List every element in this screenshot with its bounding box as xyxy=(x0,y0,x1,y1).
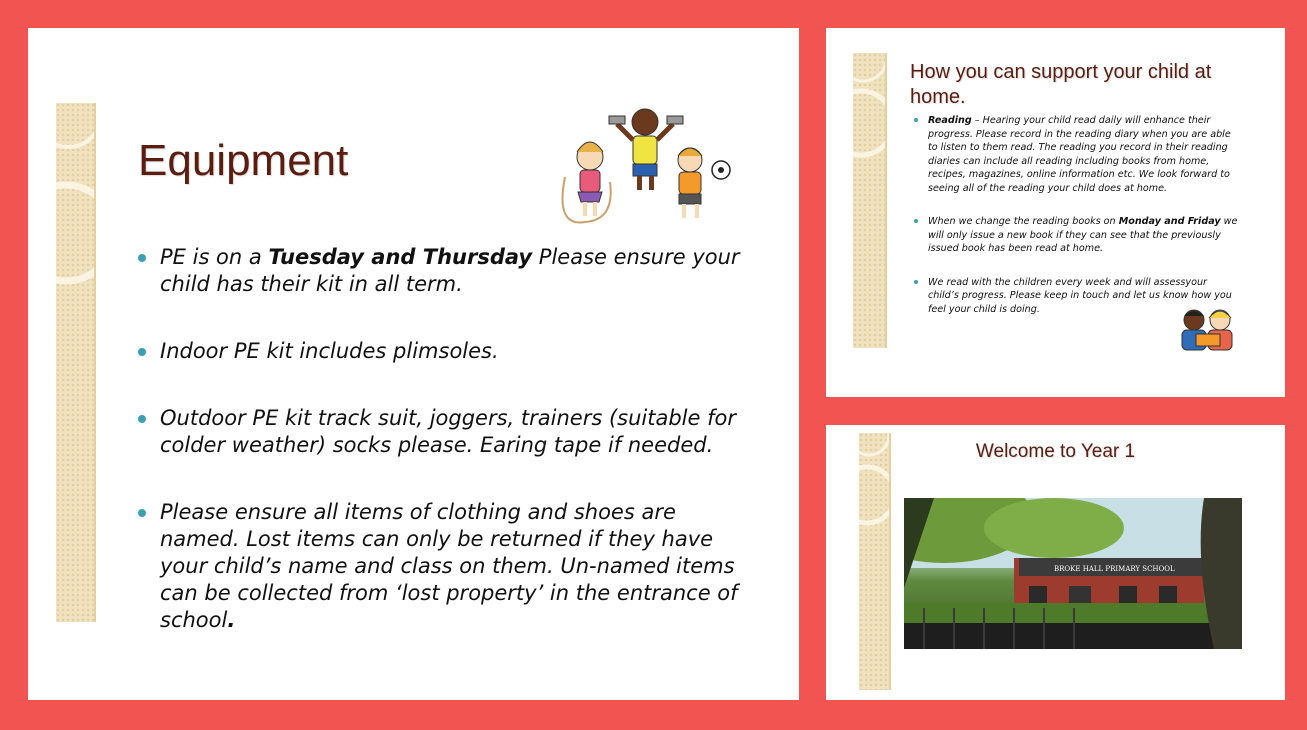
bullet-indoor-kit xyxy=(138,338,758,365)
bullet-named-items xyxy=(138,499,758,634)
bullet-bold-text: Reading xyxy=(928,115,972,126)
decorative-strip xyxy=(859,433,891,690)
bullet-book-change xyxy=(914,215,1239,256)
bullet-dot xyxy=(138,509,146,517)
children-exercising-illustration xyxy=(555,102,737,232)
slide-title: Equipment xyxy=(138,136,349,185)
bullet-bold-text: Monday and Friday xyxy=(1118,216,1221,227)
children-reading-illustration xyxy=(1176,306,1240,352)
bullet-text: we will only issue a new book if they can see that the previously issued book has been read at home. xyxy=(928,216,1238,254)
bullet-text: PE is on a xyxy=(160,245,269,269)
slide-support-at-home[interactable] xyxy=(826,28,1285,397)
bullet-dot xyxy=(138,254,146,262)
slide-title: How you can support your child at home. xyxy=(910,61,1212,108)
bullet-dot xyxy=(138,348,146,356)
bullet-dot xyxy=(914,118,918,122)
equipment-bullet-list xyxy=(138,244,758,674)
bullet-text: – Hearing your child read daily will enhance their progress. Please record in the reading diary when you are able to listen to them read. The reading you record in their reading diaries can include all reading including books from home, recipes, magazines, online information etc. We look forward to seeing all of the reading your child does at home. xyxy=(928,115,1231,194)
bullet-text: Please ensure all items of clothing and shoes are named. Lost items can only be returned if they have your child’s name and class on them. Un-named items can be collected from ‘lost property’ in the entrance of school xyxy=(160,500,738,632)
bullet-pe-days xyxy=(138,244,758,298)
bullet-dot xyxy=(138,415,146,423)
slide-equipment[interactable] xyxy=(28,28,799,700)
slide-title: Welcome to Year 1 xyxy=(975,441,1136,462)
bullet-bold-text: . xyxy=(227,608,236,632)
bullet-text: Please ensure your child has their kit in all term. xyxy=(160,245,740,296)
bullet-text: We read with the children every week and will assessyour child’s progress. Please keep in touch and let us know how you feel your child is doing. xyxy=(928,276,1232,315)
bullet-reading xyxy=(914,114,1239,195)
decorative-strip xyxy=(853,53,887,348)
bullet-text: Outdoor PE kit track suit, joggers, trainers (suitable for colder weather) socks please. Earing tape if needed. xyxy=(160,406,736,457)
bullet-dot xyxy=(914,219,918,223)
bullet-text: When we change the reading books on xyxy=(928,216,1119,227)
bullet-dot xyxy=(914,280,918,284)
support-bullet-list xyxy=(914,114,1239,336)
school-building-photo xyxy=(904,498,1242,649)
bullet-bold-text: Tuesday and Thursday xyxy=(268,245,533,269)
bullet-text: Indoor PE kit includes plimsoles. xyxy=(160,339,499,363)
slide-welcome[interactable] xyxy=(826,425,1285,700)
bullet-outdoor-kit xyxy=(138,405,758,459)
decorative-strip xyxy=(56,103,96,622)
school-sign: BROKE HALL PRIMARY SCHOOL xyxy=(1054,565,1175,573)
